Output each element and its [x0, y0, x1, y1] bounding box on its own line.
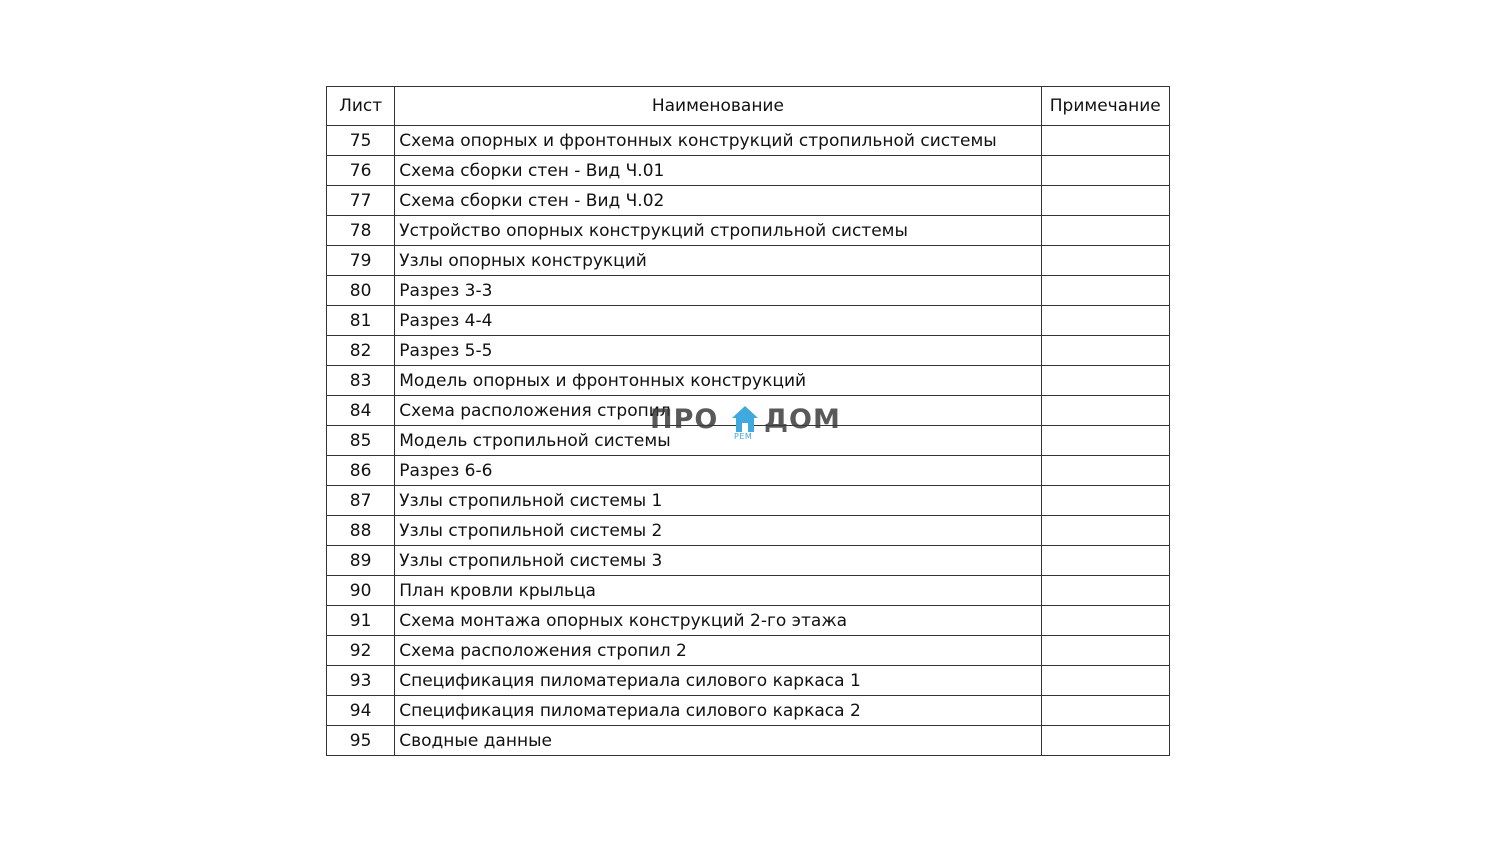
table-row [327, 606, 1170, 636]
table-row [327, 516, 1170, 546]
sheet-name-cell: Схема монтажа опорных конструкций 2-го этажа [395, 606, 1041, 636]
sheet-number-cell: 81 [327, 306, 395, 336]
table-row [327, 636, 1170, 666]
sheet-note-cell [1041, 516, 1169, 546]
sheet-number-cell: 76 [327, 156, 395, 186]
sheet-note-cell [1041, 636, 1169, 666]
table-row [327, 456, 1170, 486]
table-row [327, 546, 1170, 576]
sheet-name-cell: Устройство опорных конструкций стропильной системы [395, 216, 1041, 246]
sheet-name-cell: Схема сборки стен - Вид Ч.02 [395, 186, 1041, 216]
table-row [327, 426, 1170, 456]
header-sheet: Лист [327, 87, 395, 126]
sheet-number-cell: 95 [327, 726, 395, 756]
table-row [327, 396, 1170, 426]
sheet-name-cell: Спецификация пиломатериала силового каркаса 2 [395, 696, 1041, 726]
watermark-left-text: ПРО [650, 404, 719, 435]
sheet-name-cell: Спецификация пиломатериала силового каркаса 1 [395, 666, 1041, 696]
sheet-name-cell: Узлы стропильной системы 1 [395, 486, 1041, 516]
sheet-name-cell: Разрез 4-4 [395, 306, 1041, 336]
sheet-name-cell: Узлы стропильной системы 2 [395, 516, 1041, 546]
sheet-name-cell: Модель стропильной системы [395, 426, 1041, 456]
sheet-name-cell: Разрез 3-3 [395, 276, 1041, 306]
sheet-note-cell [1041, 396, 1169, 426]
sheet-note-cell [1041, 426, 1169, 456]
table-row [327, 216, 1170, 246]
sheet-number-cell: 83 [327, 366, 395, 396]
header-name: Наименование [395, 87, 1041, 126]
sheet-note-cell [1041, 186, 1169, 216]
sheet-number-cell: 88 [327, 516, 395, 546]
watermark-right-text: ДОМ [764, 404, 841, 435]
sheet-name-cell: Модель опорных и фронтонных конструкций [395, 366, 1041, 396]
sheet-number-cell: 93 [327, 666, 395, 696]
sheet-name-cell: Схема опорных и фронтонных конструкций стропильной системы [395, 126, 1041, 156]
sheet-name-cell: Схема сборки стен - Вид Ч.01 [395, 156, 1041, 186]
sheet-number-cell: 90 [327, 576, 395, 606]
sheet-note-cell [1041, 666, 1169, 696]
sheet-note-cell [1041, 276, 1169, 306]
sheet-number-cell: 86 [327, 456, 395, 486]
table-row [327, 336, 1170, 366]
table-row [327, 246, 1170, 276]
sheet-note-cell [1041, 726, 1169, 756]
sheet-number-cell: 80 [327, 276, 395, 306]
sheet-note-cell [1041, 246, 1169, 276]
sheet-note-cell [1041, 606, 1169, 636]
table-row [327, 186, 1170, 216]
table-row [327, 576, 1170, 606]
sheet-number-cell: 89 [327, 546, 395, 576]
table-row [327, 696, 1170, 726]
sheet-number-cell: 91 [327, 606, 395, 636]
sheet-note-cell [1041, 546, 1169, 576]
sheet-name-cell: Узлы стропильной системы 3 [395, 546, 1041, 576]
table-body [327, 126, 1170, 756]
sheet-note-cell [1041, 336, 1169, 366]
sheet-note-cell [1041, 216, 1169, 246]
sheet-number-cell: 79 [327, 246, 395, 276]
sheet-list-table [326, 86, 1170, 756]
sheet-number-cell: 84 [327, 396, 395, 426]
sheet-note-cell [1041, 456, 1169, 486]
table-row [327, 156, 1170, 186]
sheet-number-cell: 78 [327, 216, 395, 246]
sheet-number-cell: 92 [327, 636, 395, 666]
watermark-sub-text: РЕМ [734, 432, 753, 441]
sheet-name-cell: Схема расположения стропил 2 [395, 636, 1041, 666]
table-row [327, 306, 1170, 336]
table-row [327, 666, 1170, 696]
header-note: Примечание [1041, 87, 1169, 126]
sheet-note-cell [1041, 576, 1169, 606]
sheet-number-cell: 82 [327, 336, 395, 366]
sheet-number-cell: 94 [327, 696, 395, 726]
sheet-note-cell [1041, 696, 1169, 726]
sheet-name-cell: Разрез 6-6 [395, 456, 1041, 486]
table-row [327, 126, 1170, 156]
sheet-note-cell [1041, 126, 1169, 156]
sheet-name-cell: Узлы опорных конструкций [395, 246, 1041, 276]
sheet-name-cell: Сводные данные [395, 726, 1041, 756]
table-row [327, 726, 1170, 756]
table-header-row [327, 87, 1170, 126]
table-row [327, 276, 1170, 306]
sheet-number-cell: 75 [327, 126, 395, 156]
sheet-name-cell: Схема расположения стропил [395, 396, 1041, 426]
table-row [327, 366, 1170, 396]
table-row [327, 486, 1170, 516]
sheet-number-cell: 77 [327, 186, 395, 216]
sheet-note-cell [1041, 306, 1169, 336]
sheet-note-cell [1041, 366, 1169, 396]
sheet-note-cell [1041, 486, 1169, 516]
sheet-note-cell [1041, 156, 1169, 186]
sheet-number-cell: 85 [327, 426, 395, 456]
sheet-name-cell: План кровли крыльца [395, 576, 1041, 606]
sheet-number-cell: 87 [327, 486, 395, 516]
sheet-name-cell: Разрез 5-5 [395, 336, 1041, 366]
